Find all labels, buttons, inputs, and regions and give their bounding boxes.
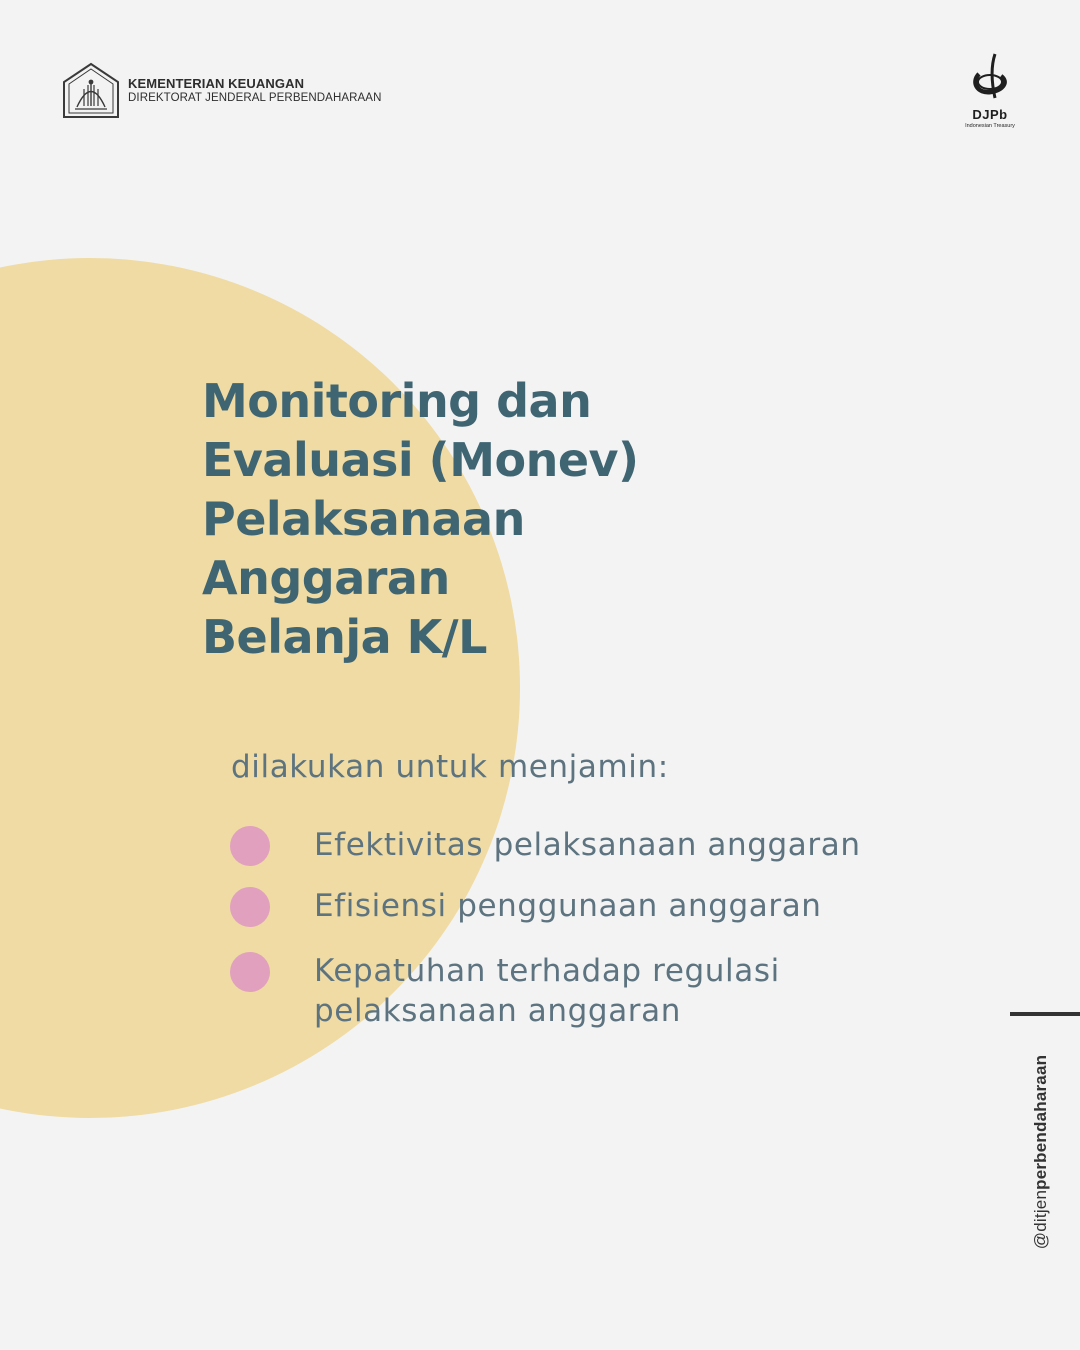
directorate-name: DIREKTORAT JENDERAL PERBENDAHARAAN <box>128 92 382 104</box>
bullet-dot-icon <box>230 826 270 866</box>
kemenkeu-emblem-icon <box>60 62 122 120</box>
list-item <box>230 951 874 1031</box>
title-line: Monitoring dan <box>202 374 592 428</box>
page-title <box>202 372 639 667</box>
title-line: Evaluasi (Monev) <box>202 433 639 487</box>
bullet-text: Kepatuhan terhadap regulasi pelaksanaan anggaran <box>314 953 780 1029</box>
ministry-header <box>60 62 381 120</box>
djpb-logo-icon <box>965 52 1015 106</box>
handle-prefix: @ditjen <box>1031 1189 1050 1250</box>
bullet-text: Efektivitas pelaksanaan anggaran <box>314 827 861 863</box>
ministry-name: KEMENTERIAN KEUANGAN <box>128 76 305 91</box>
djpb-logo <box>956 52 1024 129</box>
list-item <box>230 825 874 866</box>
title-line: Anggaran <box>202 551 450 605</box>
brand-tagline: Indonesian Treasury <box>965 123 1015 129</box>
bullet-dot-icon <box>230 952 270 992</box>
brand-name: DJPb <box>972 107 1008 122</box>
bullet-text: Efisiensi penggunaan anggaran <box>314 888 822 924</box>
bullet-dot-icon <box>230 887 270 927</box>
divider <box>1010 1012 1080 1016</box>
list-item <box>230 886 874 927</box>
handle-name: perbendaharaan <box>1031 1054 1050 1190</box>
social-handle <box>1031 1055 1051 1249</box>
bullet-list <box>230 825 874 1051</box>
title-line: Pelaksanaan <box>202 492 525 546</box>
subtitle: dilakukan untuk menjamin: <box>231 749 669 785</box>
title-line: Belanja K/L <box>202 610 487 664</box>
